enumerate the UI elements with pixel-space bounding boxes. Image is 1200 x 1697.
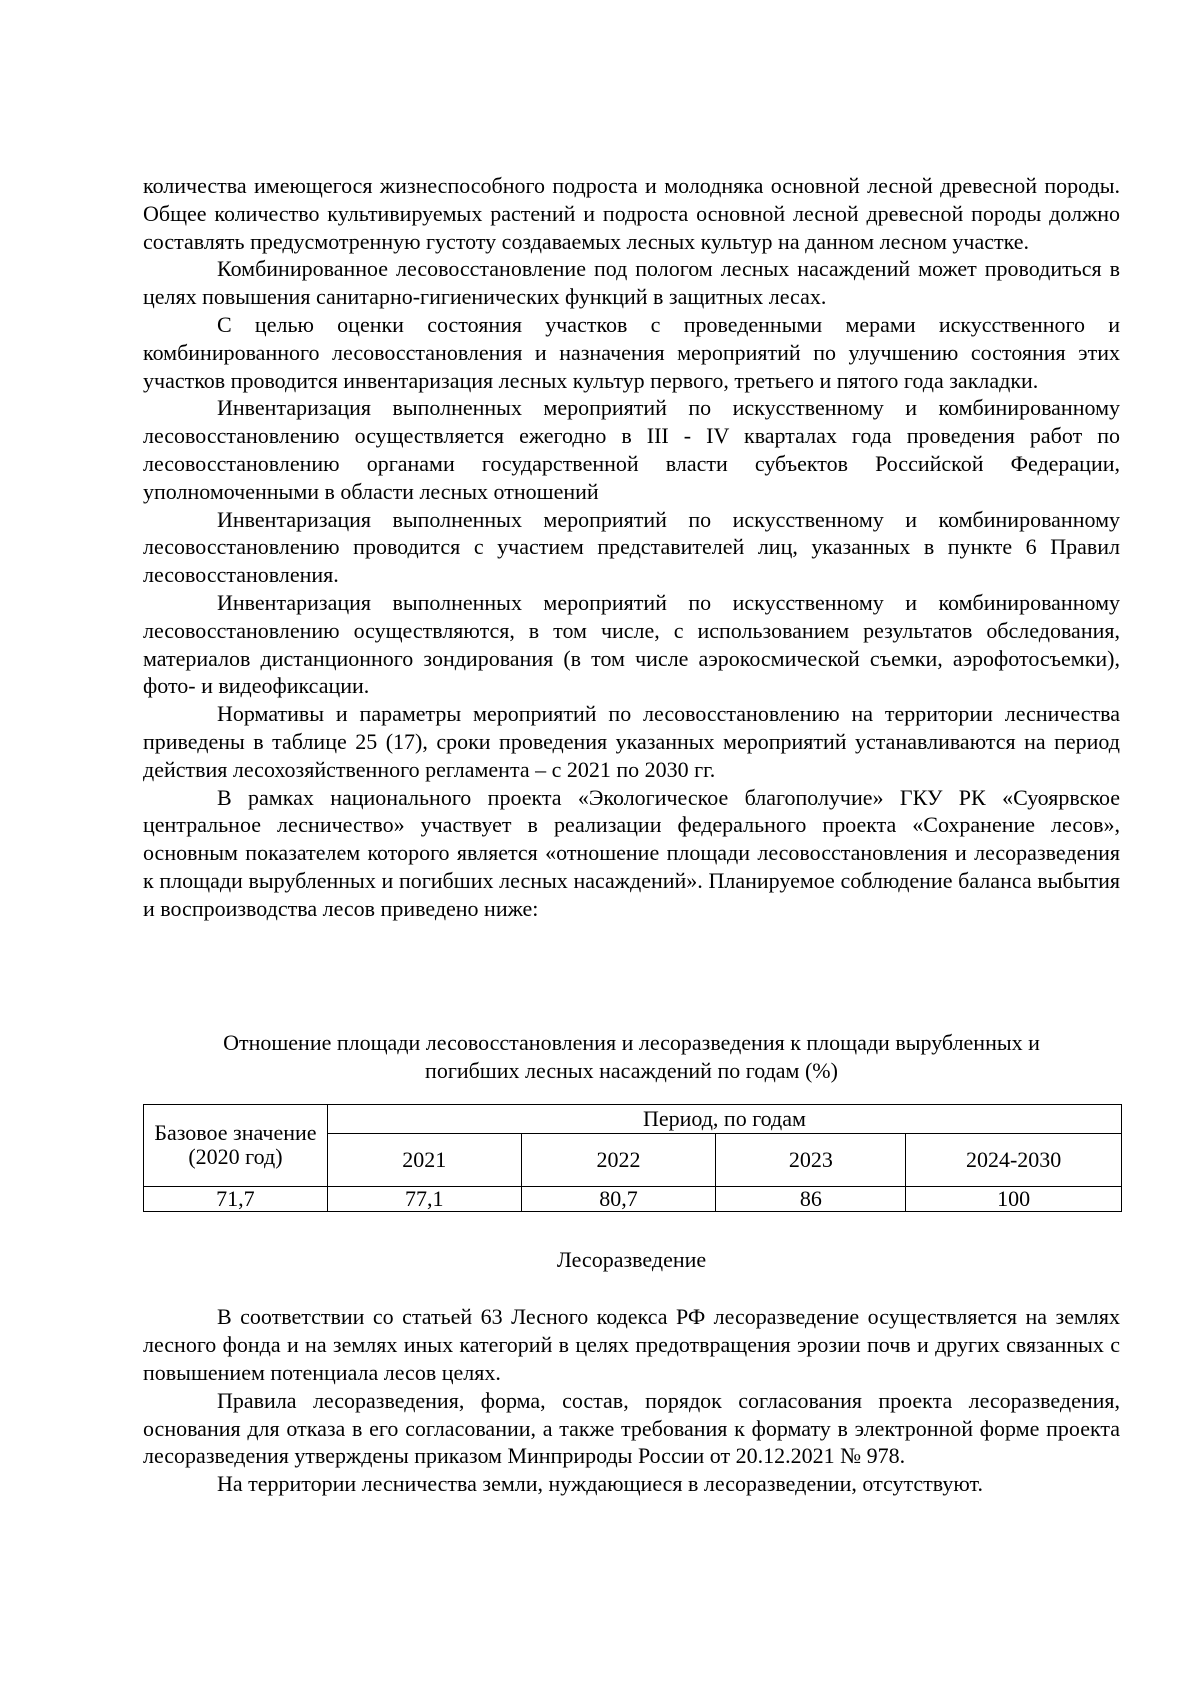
paragraph: Инвентаризация выполненных мероприятий по искусственному и комбинированному лесовосстановлению проводится с участием представителей лиц, указанных в пункте 6 Правил лесовосстановления.: [143, 506, 1120, 588]
base-value-header: Базовое значение (2020 год): [144, 1104, 328, 1186]
spacer: [143, 1273, 1120, 1303]
paragraph: Инвентаризация выполненных мероприятий по искусственному и комбинированному лесовосстановлению осуществляются, в том числе, с использованием результатов обследования, материалов дистанционного зондирования (в том числе аэрокосмической съемки, аэрофотосъемки), фото- и видеофиксации.: [143, 589, 1120, 699]
period-header: Период, по годам: [327, 1104, 1121, 1133]
paragraph: В соответствии со статьей 63 Лесного кодекса РФ лесоразведение осуществляется на землях лесного фонда и на землях иных категорий в целях предотвращения эрозии почв и других связанных с повышением потенциала лесов целях.: [143, 1304, 1120, 1385]
spacer: [143, 923, 1120, 1029]
base-value-cell: 71,7: [144, 1186, 328, 1211]
paragraph: На территории лесничества земли, нуждающиеся в лесоразведении, отсутствуют.: [217, 1471, 983, 1497]
year-header: 2023: [716, 1133, 906, 1186]
section-title: Лесоразведение: [556, 1246, 707, 1272]
paragraph-continuation: количества имеющегося жизнеспособного подроста и молодняка основной лесной древесной породы. Общее количество культивируемых растений и подроста основной лесной древесной породы должно составлять предусмотренную густоту создаваемых лесных культур на данном лесном участке.: [143, 173, 1120, 254]
value-cell: 100: [906, 1186, 1122, 1211]
table-row: [144, 1186, 1122, 1211]
table-caption-line-1: Отношение площади лесовосстановления и лесоразведения к площади вырубленных и: [223, 1029, 1040, 1055]
reforestation-ratio-table: [143, 1104, 1122, 1212]
year-header: 2024-2030: [906, 1133, 1122, 1186]
table-header-row: [144, 1104, 1122, 1133]
table-caption-line-2: погибших лесных насаждений по годам (%): [425, 1057, 838, 1083]
value-cell: 86: [716, 1186, 906, 1211]
year-header: 2022: [521, 1133, 716, 1186]
paragraph: Правила лесоразведения, форма, состав, порядок согласования проекта лесоразведения, основания для отказа в его согласовании, а также требования к формату в электронной форме проекта лесоразведения утверждены приказом Минприроды России от 20.12.2021 № 978.: [143, 1387, 1120, 1469]
paragraph: С целью оценки состояния участков с проведенными мерами искусственного и комбинированного лесовосстановления и назначения мероприятий по улучшению состояния этих участков проводится инвентаризация лесных культур первого, третьего и пятого года закладки.: [143, 311, 1120, 393]
value-cell: 77,1: [327, 1186, 521, 1211]
paragraph: Инвентаризация выполненных мероприятий по искусственному и комбинированному лесовосстановлению осуществляется ежегодно в III - IV кварталах года проведения работ по лесовосстановлению органами государственной власти субъектов Российской Федерации, уполномоченными в области лесных отношений: [143, 395, 1120, 504]
paragraph: Комбинированное лесовосстановление под пологом лесных насаждений может проводиться в целях повышения санитарно-гигиенических функций в защитных лесах.: [143, 256, 1120, 310]
paragraph: Нормативы и параметры мероприятий по лесовосстановлению на территории лесничества приведены в таблице 25 (17), сроки проведения указанных мероприятий устанавливаются на период действия лесохозяйственного регламента – с 2021 по 2030 гг.: [143, 701, 1120, 782]
value-cell: 80,7: [521, 1186, 716, 1211]
document-page: [143, 172, 1120, 1498]
year-header: 2021: [327, 1133, 521, 1186]
paragraph: В рамках национального проекта «Экологическое благополучие» ГКУ РК «Суоярвское центральное лесничество» участвует в реализации федерального проекта «Сохранение лесов», основным показателем которого является «отношение площади лесовосстановления и лесоразведения к площади вырубленных и погибших лесных насаждений». Планируемое соблюдение баланса выбытия и воспроизводства лесов приведено ниже:: [143, 784, 1120, 921]
